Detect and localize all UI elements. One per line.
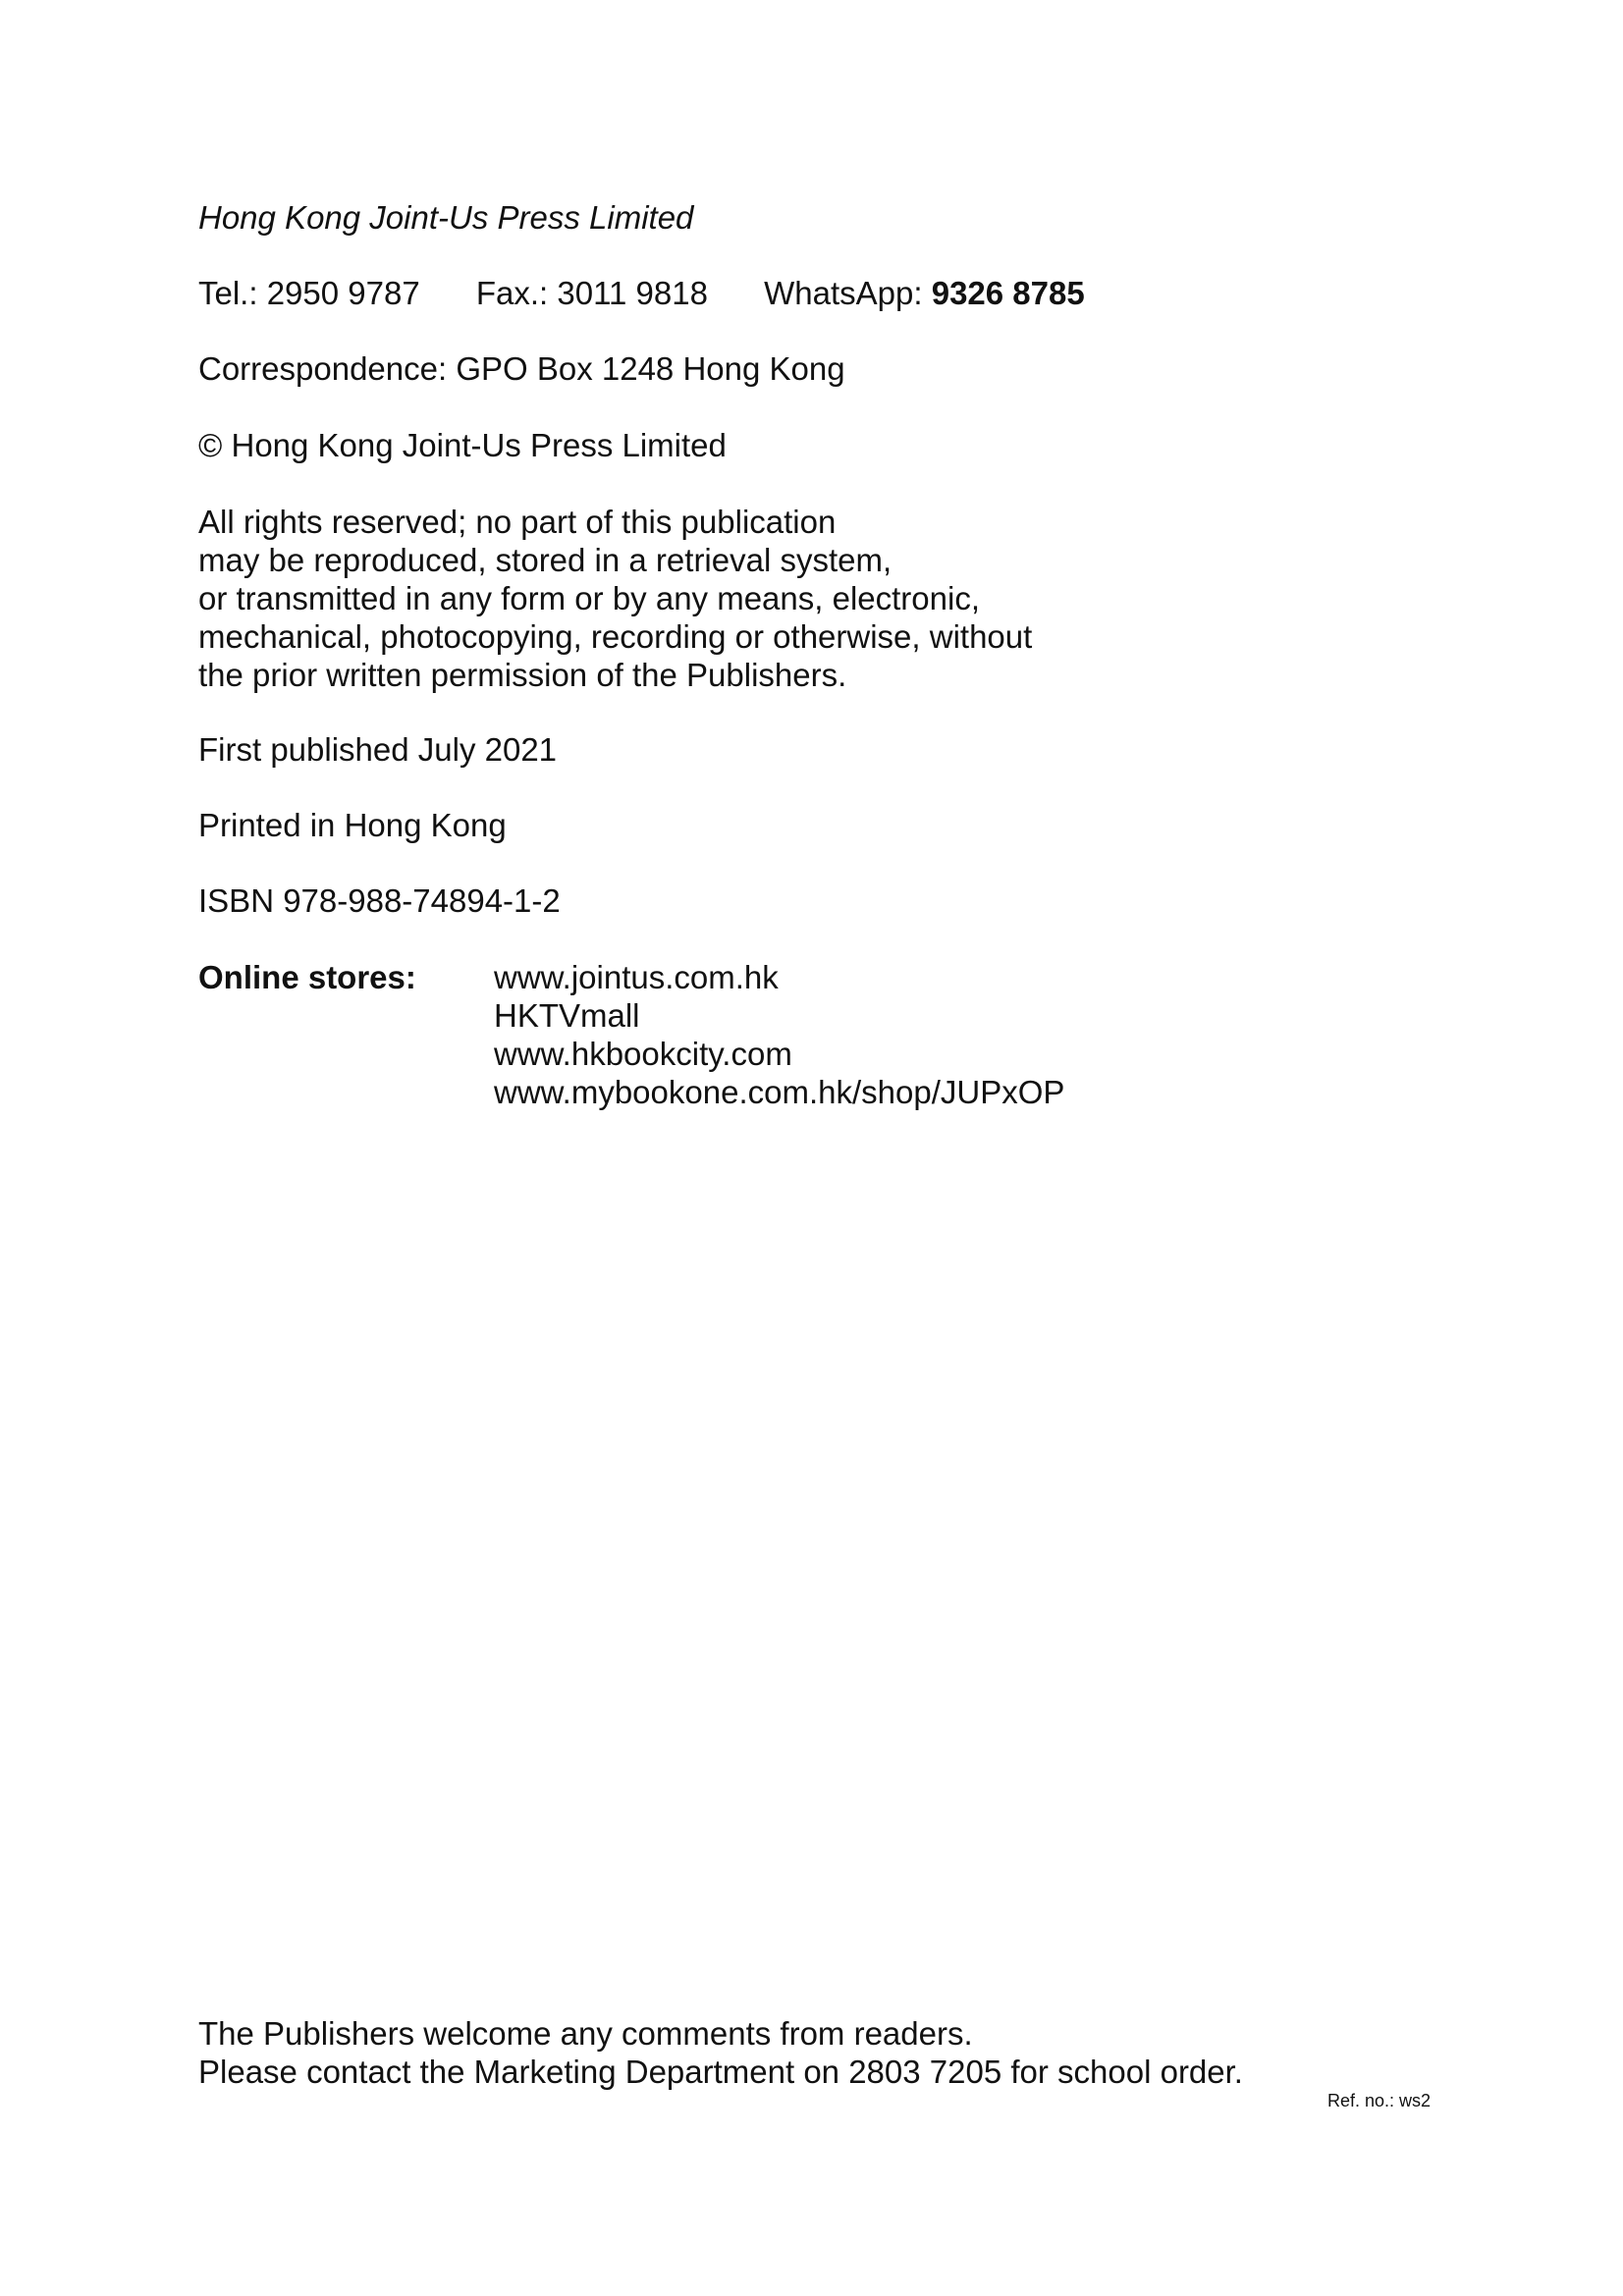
reference-number: Ref. no.: ws2 <box>1327 2091 1432 2110</box>
rights-line: the prior written permission of the Publishers. <box>198 657 847 693</box>
fax-number: 3011 9818 <box>557 275 708 311</box>
rights-line: may be reproduced, stored in a retrieval system, <box>198 542 893 578</box>
correspondence-address: Correspondence: GPO Box 1248 Hong Kong <box>198 350 845 387</box>
isbn: ISBN 978-988-74894-1-2 <box>198 882 561 919</box>
online-store-item: www.jointus.com.hk <box>494 959 779 995</box>
online-stores-list <box>494 958 1064 1111</box>
whatsapp-number: 9326 8785 <box>931 275 1085 311</box>
whatsapp-label: WhatsApp: <box>764 275 923 311</box>
tel-label: Tel.: <box>198 275 258 311</box>
first-published: First published July 2021 <box>198 731 558 768</box>
online-store-item: www.mybookone.com.hk/shop/JUPxOP <box>494 1074 1065 1110</box>
online-store-item: www.hkbookcity.com <box>494 1036 792 1072</box>
contact-line <box>198 274 1085 312</box>
tel-number: 2950 9787 <box>266 275 420 311</box>
rights-line: mechanical, photocopying, recording or otherwise, without <box>198 618 1033 655</box>
rights-line: or transmitted in any form or by any means, electronic, <box>198 580 980 616</box>
copyright-notice: © Hong Kong Joint-Us Press Limited <box>198 427 727 463</box>
publisher-name: Hong Kong Joint-Us Press Limited <box>198 199 694 236</box>
footer-notice <box>198 2014 1243 2091</box>
footer-line: The Publishers welcome any comments from readers. <box>198 2015 973 2052</box>
online-store-item: HKTVmall <box>494 997 640 1034</box>
rights-line: All rights reserved; no part of this publication <box>198 504 837 540</box>
online-stores-label: Online stores: <box>198 959 416 995</box>
fax-label: Fax.: <box>475 275 549 311</box>
rights-statement <box>198 503 1032 694</box>
footer-line: Please contact the Marketing Department on 2803 7205 for school order. <box>198 2054 1243 2090</box>
printed-location: Printed in Hong Kong <box>198 807 507 843</box>
